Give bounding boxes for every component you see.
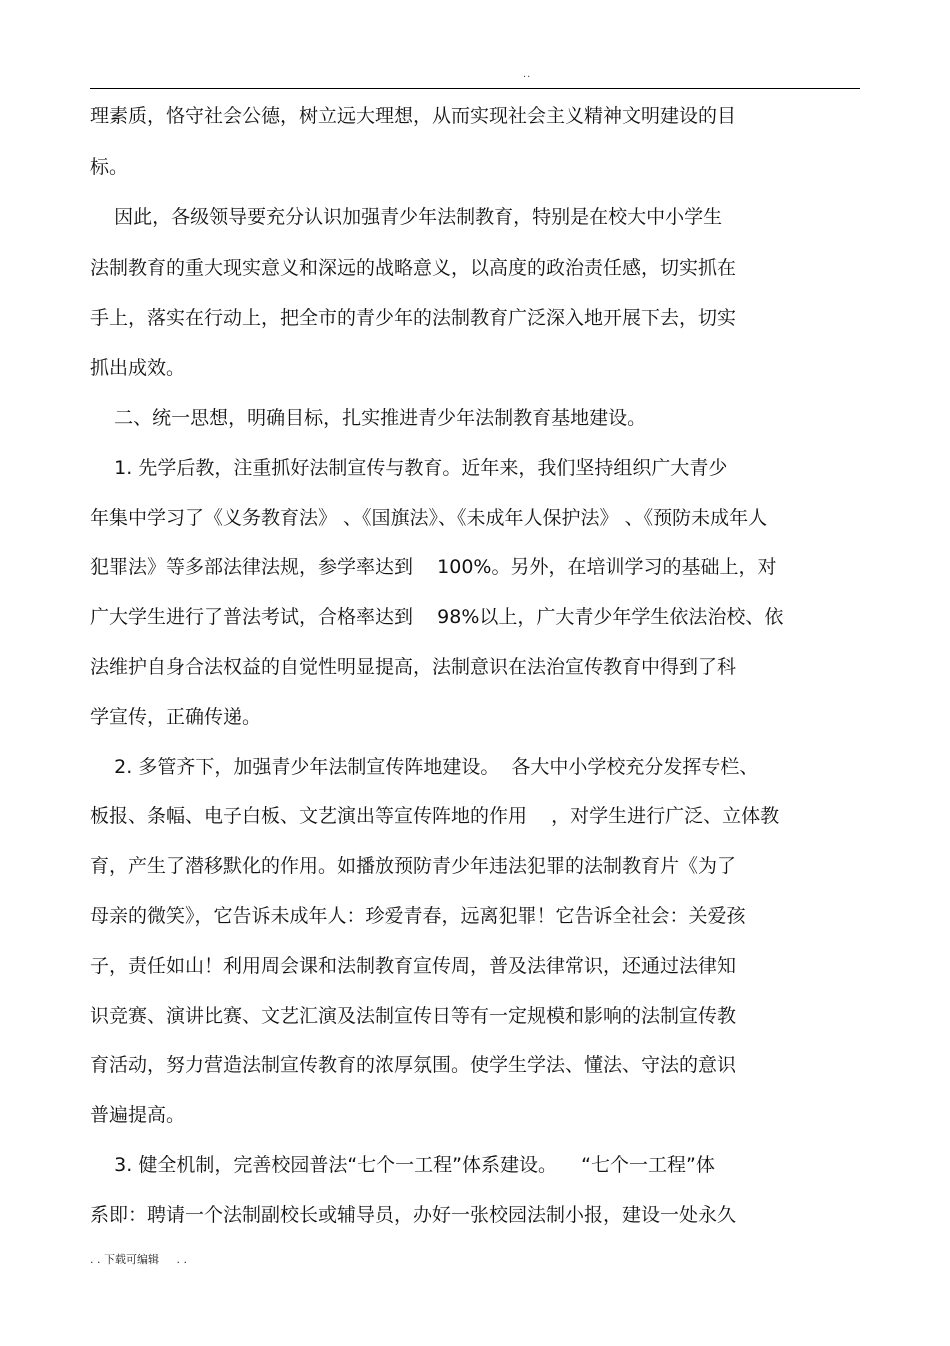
text-line: 广大学生进行了普法考试，合格率达到 98%以上，广大青少年学生依法治校、依: [90, 606, 784, 628]
header-rule: [90, 88, 860, 89]
text-line: 普遍提高。: [90, 1104, 186, 1126]
text-line: 因此，各级领导要充分认识加强青少年法制教育，特别是在校大中小学生: [90, 206, 723, 228]
text-line: 板报、条幅、电子白板、文艺演出等宣传阵地的作用 ，对学生进行广泛、立体教: [90, 805, 780, 827]
text-line: 子，责任如山！利用周会课和法制教育宣传周，普及法律常识，还通过法律知: [90, 955, 737, 977]
text-line: 育，产生了潜移默化的作用。如播放预防青少年违法犯罪的法制教育片《为了: [90, 855, 737, 877]
text-line: 理素质，恪守社会公德，树立远大理想，从而实现社会主义精神文明建设的目: [90, 105, 737, 127]
text-line: 标。: [90, 156, 129, 178]
text-line: 学宣传，正确传递。: [90, 706, 262, 728]
text-line: 2. 多管齐下，加强青少年法制宣传阵地建设。 各大中小学校充分发挥专栏、: [90, 756, 759, 778]
text-line: 1. 先学后教，注重抓好法制宣传与教育。近年来，我们坚持组织广大青少: [90, 457, 728, 479]
text-line: 3. 健全机制，完善校园普法“七个一工程”体系建设。 “七个一工程”体: [90, 1154, 715, 1176]
text-line: 母亲的微笑》，它告诉未成年人：珍爱青春，远离犯罪！它告诉全社会：关爱孩: [90, 905, 746, 927]
text-line: 犯罪法》等多部法律法规，参学率达到 100%。另外，在培训学习的基础上，对: [90, 556, 777, 578]
text-line: 识竞赛、演讲比赛、文艺汇演及法制宣传日等有一定规模和影响的法制宣传教: [90, 1005, 737, 1027]
text-line: 法维护自身合法权益的自觉性明显提高，法制意识在法治宣传教育中得到了科: [90, 656, 737, 678]
header-mark: ..: [523, 69, 532, 80]
text-line: 二、统一思想，明确目标，扎实推进青少年法制教育基地建设。: [90, 407, 647, 429]
text-line: 年集中学习了《义务教育法》 、《国旗法》、《未成年人保护法》 、《预防未成年人: [90, 507, 768, 529]
text-line: 手上，落实在行动上，把全市的青少年的法制教育广泛深入地开展下去，切实: [90, 307, 737, 329]
footer-text: . . 下载可编辑 . .: [90, 1253, 187, 1266]
text-line: 育活动，努力营造法制宣传教育的浓厚氛围。使学生学法、懂法、守法的意识: [90, 1054, 737, 1076]
text-line: 抓出成效。: [90, 357, 186, 379]
text-line: 法制教育的重大现实意义和深远的战略意义，以高度的政治责任感，切实抓在: [90, 257, 737, 279]
text-line: 系即：聘请一个法制副校长或辅导员，办好一张校园法制小报，建设一处永久: [90, 1204, 737, 1226]
